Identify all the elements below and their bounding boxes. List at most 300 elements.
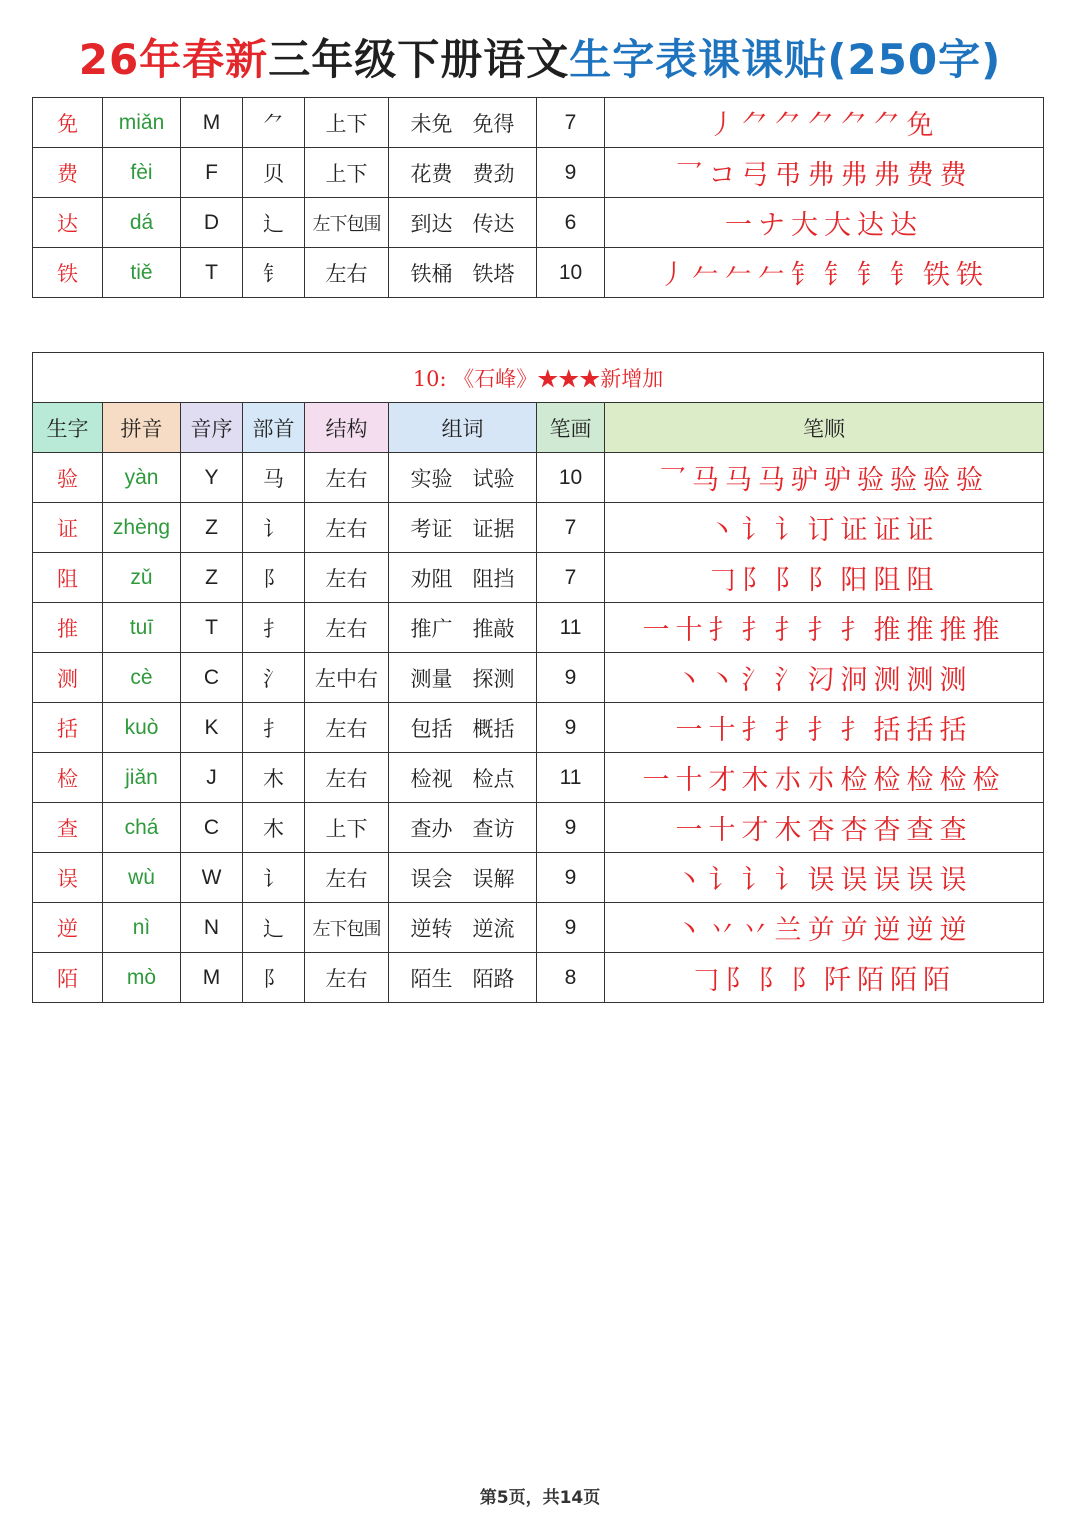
- stroke-step: 一: [675, 715, 703, 746]
- stroke-step: 钅: [857, 260, 884, 291]
- word: 到达: [410, 211, 453, 236]
- stroke-order-cell: [605, 853, 1044, 903]
- words-cell: [389, 653, 537, 703]
- stroke-count-cell: 10: [537, 248, 605, 298]
- stroke-count-cell: 9: [537, 703, 605, 753]
- table-row: [33, 503, 1044, 553]
- stroke-step: 检: [873, 765, 901, 796]
- stroke-step: 木: [741, 765, 769, 796]
- stroke-step: 丶: [675, 915, 703, 946]
- stroke-step: 弗: [873, 160, 901, 191]
- stroke-step: 讠: [774, 515, 802, 546]
- stroke-step: 丷: [741, 915, 769, 946]
- stroke-step: 括: [873, 715, 901, 746]
- lesson-heading: 10: 《石峰》★★★新增加: [33, 353, 1044, 403]
- stroke-step: 陌: [923, 965, 951, 996]
- stroke-step: 扌: [840, 715, 868, 746]
- stroke-step: 铁: [923, 260, 950, 291]
- stroke-step: 马: [725, 465, 753, 496]
- word: 查办: [410, 816, 453, 841]
- pinyin-cell: dá: [103, 198, 181, 248]
- stroke-step: 测: [906, 665, 934, 696]
- word: 实验: [410, 466, 453, 491]
- stroke-step: 检: [840, 765, 868, 796]
- structure-cell: 左中右: [305, 653, 389, 703]
- char-cell: 免: [33, 98, 103, 148]
- stroke-order-cell: [605, 653, 1044, 703]
- stroke-step: 检: [906, 765, 934, 796]
- stroke-step: ⺈: [873, 110, 901, 141]
- stroke-step: 验: [956, 465, 984, 496]
- pinyin-cell: zhèng: [103, 503, 181, 553]
- stroke-step: 杳: [873, 815, 901, 846]
- pinyin-cell: fèi: [103, 148, 181, 198]
- table-row: [33, 553, 1044, 603]
- char-cell: 测: [33, 653, 103, 703]
- stroke-step: 朩: [774, 765, 802, 796]
- word: 铁桶: [410, 261, 453, 286]
- stroke-step: 扌: [774, 615, 802, 646]
- char-cell: 阻: [33, 553, 103, 603]
- pinyin-cell: zǔ: [103, 553, 181, 603]
- word: 误会: [410, 866, 453, 891]
- stroke-step: 十: [708, 715, 736, 746]
- pinyin-cell: wù: [103, 853, 181, 903]
- title-part-2: 三年级下册语文: [268, 35, 570, 84]
- stroke-step: 阡: [824, 965, 852, 996]
- stroke-step: 一: [675, 815, 703, 846]
- words-cell: [389, 503, 537, 553]
- stroke-step: 验: [923, 465, 951, 496]
- stroke-step: 查: [906, 815, 934, 846]
- stroke-step: 才: [741, 815, 769, 846]
- stroke-count-cell: 6: [537, 198, 605, 248]
- header-strokes: 笔画: [537, 403, 605, 453]
- stroke-step: 杏: [840, 815, 868, 846]
- stroke-step: 证: [873, 515, 901, 546]
- char-cell: 查: [33, 803, 103, 853]
- structure-cell: 左右: [305, 503, 389, 553]
- char-cell: 证: [33, 503, 103, 553]
- words-cell: [389, 903, 537, 953]
- stroke-order-cell: [605, 503, 1044, 553]
- char-cell: 费: [33, 148, 103, 198]
- header-letter: 音序: [181, 403, 243, 453]
- stroke-step: 阻: [906, 565, 934, 596]
- title-part-1: 26年春新: [78, 35, 269, 84]
- stroke-count-cell: 7: [537, 553, 605, 603]
- stroke-step: 大: [824, 210, 851, 241]
- stroke-step: 弗: [807, 160, 835, 191]
- words-cell: [389, 753, 537, 803]
- stroke-step: 丶: [675, 665, 703, 696]
- initial-letter-cell: J: [181, 753, 243, 803]
- stroke-step: 测: [873, 665, 901, 696]
- radical-cell: 木: [243, 753, 305, 803]
- stroke-count-cell: 10: [537, 453, 605, 503]
- stroke-step: 汈: [807, 665, 835, 696]
- header-radical: 部首: [243, 403, 305, 453]
- radical-cell: 钅: [243, 248, 305, 298]
- stroke-order-cell: [605, 148, 1044, 198]
- stroke-step: 陌: [890, 965, 918, 996]
- table-row: [33, 903, 1044, 953]
- initial-letter-cell: C: [181, 653, 243, 703]
- stroke-step: 铁: [956, 260, 983, 291]
- word: 推敲: [472, 616, 515, 641]
- table-row: [33, 703, 1044, 753]
- stroke-step: 证: [840, 515, 868, 546]
- pinyin-cell: mò: [103, 953, 181, 1003]
- stroke-step: 阝: [725, 965, 753, 996]
- stroke-step: 误: [807, 865, 835, 896]
- stroke-step: 一: [642, 615, 670, 646]
- radical-cell: 阝: [243, 953, 305, 1003]
- stroke-step: 推: [906, 615, 934, 646]
- stroke-step: 括: [906, 715, 934, 746]
- stroke-step: 丿: [708, 110, 736, 141]
- header-structure: 结构: [305, 403, 389, 453]
- radical-cell: 讠: [243, 853, 305, 903]
- stroke-step: 达: [857, 210, 884, 241]
- structure-cell: 左下包围: [305, 198, 389, 248]
- stroke-step: 杏: [807, 815, 835, 846]
- pinyin-cell: yàn: [103, 453, 181, 503]
- stroke-order-cell: [605, 553, 1044, 603]
- header-char: 生字: [33, 403, 103, 453]
- stroke-step: 讠: [708, 865, 736, 896]
- title-part-3: 生字表课课贴(250字): [569, 35, 1002, 84]
- stroke-order-cell: [605, 453, 1044, 503]
- stroke-order-cell: [605, 803, 1044, 853]
- structure-cell: 左右: [305, 853, 389, 903]
- stroke-step: 扌: [807, 715, 835, 746]
- word: 逆转: [410, 916, 453, 941]
- word: 考证: [410, 516, 453, 541]
- stroke-step: 括: [939, 715, 967, 746]
- stroke-step: 氵: [741, 665, 769, 696]
- stroke-step: 扌: [774, 715, 802, 746]
- stroke-step: 误: [840, 865, 868, 896]
- stroke-order-cell: [605, 98, 1044, 148]
- stroke-order-cell: [605, 753, 1044, 803]
- stroke-step: 费: [906, 160, 934, 191]
- radical-cell: 扌: [243, 603, 305, 653]
- stroke-step: 十: [675, 615, 703, 646]
- stroke-step: 查: [939, 815, 967, 846]
- stroke-step: 木: [774, 815, 802, 846]
- word: 测量: [410, 666, 453, 691]
- character-table-continued: [32, 97, 1044, 298]
- words-cell: [389, 198, 537, 248]
- table-row: [33, 453, 1044, 503]
- words-cell: [389, 703, 537, 753]
- word: 试验: [472, 466, 515, 491]
- stroke-step: 误: [873, 865, 901, 896]
- stroke-step: 订: [807, 515, 835, 546]
- word: 陌路: [472, 966, 515, 991]
- table-row: [33, 603, 1044, 653]
- stroke-count-cell: 8: [537, 953, 605, 1003]
- stroke-step: 丶: [708, 665, 736, 696]
- table-row: [33, 653, 1044, 703]
- stroke-step: 乛: [675, 160, 703, 191]
- initial-letter-cell: Z: [181, 503, 243, 553]
- stroke-step: 丿: [659, 260, 686, 291]
- radical-cell: 木: [243, 803, 305, 853]
- stroke-step: 扌: [708, 615, 736, 646]
- initial-letter-cell: M: [181, 953, 243, 1003]
- header-sequence: 笔顺: [605, 403, 1044, 453]
- stroke-step: 达: [890, 210, 917, 241]
- stroke-step: 十: [708, 815, 736, 846]
- stroke-step: 泂: [840, 665, 868, 696]
- radical-cell: 辶: [243, 198, 305, 248]
- words-cell: [389, 453, 537, 503]
- lesson-heading-row: [33, 353, 1044, 403]
- structure-cell: 左右: [305, 753, 389, 803]
- stroke-step: 钅: [890, 260, 917, 291]
- table-row: [33, 953, 1044, 1003]
- stroke-step: 丷: [708, 915, 736, 946]
- table-row: [33, 803, 1044, 853]
- stroke-step: 扌: [741, 715, 769, 746]
- table-row: [33, 753, 1044, 803]
- stroke-count-cell: 9: [537, 148, 605, 198]
- stroke-step: 𠂉: [758, 260, 785, 291]
- stroke-order-cell: [605, 603, 1044, 653]
- word: 概括: [472, 716, 515, 741]
- stroke-count-cell: 7: [537, 503, 605, 553]
- stroke-step: 屰: [840, 915, 868, 946]
- char-cell: 达: [33, 198, 103, 248]
- pinyin-cell: tiě: [103, 248, 181, 298]
- stroke-step: 兰: [774, 915, 802, 946]
- header-pinyin: 拼音: [103, 403, 181, 453]
- stroke-count-cell: 9: [537, 653, 605, 703]
- stroke-step: 𠃌: [708, 565, 736, 596]
- stroke-step: 马: [692, 465, 720, 496]
- word: 未免: [410, 111, 453, 136]
- words-cell: [389, 853, 537, 903]
- stroke-step: ⺈: [840, 110, 868, 141]
- table-row: [33, 198, 1044, 248]
- word: 免得: [472, 111, 515, 136]
- stroke-order-cell: [605, 903, 1044, 953]
- stroke-step: 扌: [741, 615, 769, 646]
- page-footer: 第5页，共14页: [479, 1488, 601, 1508]
- word: 陌生: [410, 966, 453, 991]
- stroke-order-cell: [605, 703, 1044, 753]
- stroke-step: 弓: [741, 160, 769, 191]
- stroke-step: 阳: [840, 565, 868, 596]
- structure-cell: 左右: [305, 553, 389, 603]
- char-cell: 括: [33, 703, 103, 753]
- structure-cell: 左右: [305, 953, 389, 1003]
- stroke-step: 钅: [791, 260, 818, 291]
- stroke-step: 大: [791, 210, 818, 241]
- stroke-step: 乛: [659, 465, 687, 496]
- stroke-step: 氵: [774, 665, 802, 696]
- stroke-step: 丶: [675, 865, 703, 896]
- stroke-step: 讠: [774, 865, 802, 896]
- stroke-step: 推: [873, 615, 901, 646]
- words-cell: [389, 248, 537, 298]
- table-row: [33, 98, 1044, 148]
- word: 查访: [472, 816, 515, 841]
- words-cell: [389, 603, 537, 653]
- stroke-step: 十: [675, 765, 703, 796]
- stroke-step: 测: [939, 665, 967, 696]
- stroke-step: 验: [890, 465, 918, 496]
- structure-cell: 左右: [305, 703, 389, 753]
- stroke-step: 阻: [873, 565, 901, 596]
- initial-letter-cell: W: [181, 853, 243, 903]
- header-words: 组词: [389, 403, 537, 453]
- stroke-step: ⺈: [741, 110, 769, 141]
- structure-cell: 左下包围: [305, 903, 389, 953]
- stroke-step: 扌: [840, 615, 868, 646]
- stroke-step: 驴: [824, 465, 852, 496]
- char-cell: 验: [33, 453, 103, 503]
- stroke-step: 陌: [857, 965, 885, 996]
- stroke-count-cell: 11: [537, 603, 605, 653]
- pinyin-cell: miǎn: [103, 98, 181, 148]
- stroke-step: 免: [906, 110, 934, 141]
- char-cell: 逆: [33, 903, 103, 953]
- stroke-step: 证: [906, 515, 934, 546]
- char-cell: 铁: [33, 248, 103, 298]
- stroke-step: 阝: [741, 565, 769, 596]
- radical-cell: 讠: [243, 503, 305, 553]
- pinyin-cell: chá: [103, 803, 181, 853]
- stroke-step: 𠃌: [692, 965, 720, 996]
- stroke-step: 扌: [807, 615, 835, 646]
- initial-letter-cell: C: [181, 803, 243, 853]
- pinyin-cell: cè: [103, 653, 181, 703]
- structure-cell: 左右: [305, 248, 389, 298]
- stroke-step: 阝: [774, 565, 802, 596]
- radical-cell: ⺈: [243, 98, 305, 148]
- stroke-step: 逆: [939, 915, 967, 946]
- stroke-step: コ: [708, 160, 736, 191]
- radical-cell: 辶: [243, 903, 305, 953]
- word: 传达: [472, 211, 515, 236]
- stroke-step: 朩: [807, 765, 835, 796]
- stroke-step: 一: [725, 210, 752, 241]
- word: 花费: [410, 161, 453, 186]
- initial-letter-cell: M: [181, 98, 243, 148]
- structure-cell: 左右: [305, 453, 389, 503]
- stroke-step: 阝: [807, 565, 835, 596]
- stroke-step: 弗: [840, 160, 868, 191]
- pinyin-cell: jiǎn: [103, 753, 181, 803]
- structure-cell: 上下: [305, 98, 389, 148]
- word: 阻挡: [472, 566, 515, 591]
- words-cell: [389, 98, 537, 148]
- stroke-step: 验: [857, 465, 885, 496]
- radical-cell: 阝: [243, 553, 305, 603]
- stroke-count-cell: 9: [537, 903, 605, 953]
- stroke-step: 马: [758, 465, 786, 496]
- word: 检点: [472, 766, 515, 791]
- initial-letter-cell: N: [181, 903, 243, 953]
- stroke-step: 丶: [708, 515, 736, 546]
- stroke-step: 𠂉: [725, 260, 752, 291]
- stroke-step: 驴: [791, 465, 819, 496]
- word: 检视: [410, 766, 453, 791]
- radical-cell: 氵: [243, 653, 305, 703]
- pinyin-cell: tuī: [103, 603, 181, 653]
- word: 劝阻: [410, 566, 453, 591]
- stroke-step: ⺈: [807, 110, 835, 141]
- stroke-step: ナ: [758, 210, 785, 241]
- words-cell: [389, 803, 537, 853]
- char-cell: 陌: [33, 953, 103, 1003]
- stroke-step: 讠: [741, 515, 769, 546]
- stroke-step: 检: [972, 765, 1000, 796]
- radical-cell: 贝: [243, 148, 305, 198]
- initial-letter-cell: T: [181, 248, 243, 298]
- lesson-10-character-table: [32, 352, 1044, 1003]
- pinyin-cell: kuò: [103, 703, 181, 753]
- stroke-step: 一: [642, 765, 670, 796]
- stroke-order-cell: [605, 248, 1044, 298]
- stroke-step: 误: [939, 865, 967, 896]
- word: 铁塔: [472, 261, 515, 286]
- words-cell: [389, 148, 537, 198]
- initial-letter-cell: Y: [181, 453, 243, 503]
- stroke-order-cell: [605, 953, 1044, 1003]
- header-row: [33, 403, 1044, 453]
- table-row: [33, 248, 1044, 298]
- stroke-step: 逆: [906, 915, 934, 946]
- word: 误解: [472, 866, 515, 891]
- words-cell: [389, 953, 537, 1003]
- stroke-order-cell: [605, 198, 1044, 248]
- stroke-step: 𠂉: [692, 260, 719, 291]
- word: 证据: [472, 516, 515, 541]
- word: 费劲: [472, 161, 515, 186]
- word: 包括: [410, 716, 453, 741]
- stroke-step: 阝: [791, 965, 819, 996]
- structure-cell: 上下: [305, 803, 389, 853]
- stroke-count-cell: 9: [537, 803, 605, 853]
- initial-letter-cell: Z: [181, 553, 243, 603]
- structure-cell: 上下: [305, 148, 389, 198]
- stroke-step: 误: [906, 865, 934, 896]
- initial-letter-cell: F: [181, 148, 243, 198]
- initial-letter-cell: D: [181, 198, 243, 248]
- initial-letter-cell: T: [181, 603, 243, 653]
- char-cell: 推: [33, 603, 103, 653]
- stroke-step: 弔: [774, 160, 802, 191]
- char-cell: 误: [33, 853, 103, 903]
- page-title: [0, 30, 1080, 90]
- table-row: [33, 148, 1044, 198]
- stroke-step: 屰: [807, 915, 835, 946]
- radical-cell: 扌: [243, 703, 305, 753]
- stroke-count-cell: 11: [537, 753, 605, 803]
- stroke-step: 费: [939, 160, 967, 191]
- table-row: [33, 853, 1044, 903]
- stroke-step: 讠: [741, 865, 769, 896]
- word: 推广: [410, 616, 453, 641]
- words-cell: [389, 553, 537, 603]
- radical-cell: 马: [243, 453, 305, 503]
- stroke-step: 推: [972, 615, 1000, 646]
- stroke-step: 阝: [758, 965, 786, 996]
